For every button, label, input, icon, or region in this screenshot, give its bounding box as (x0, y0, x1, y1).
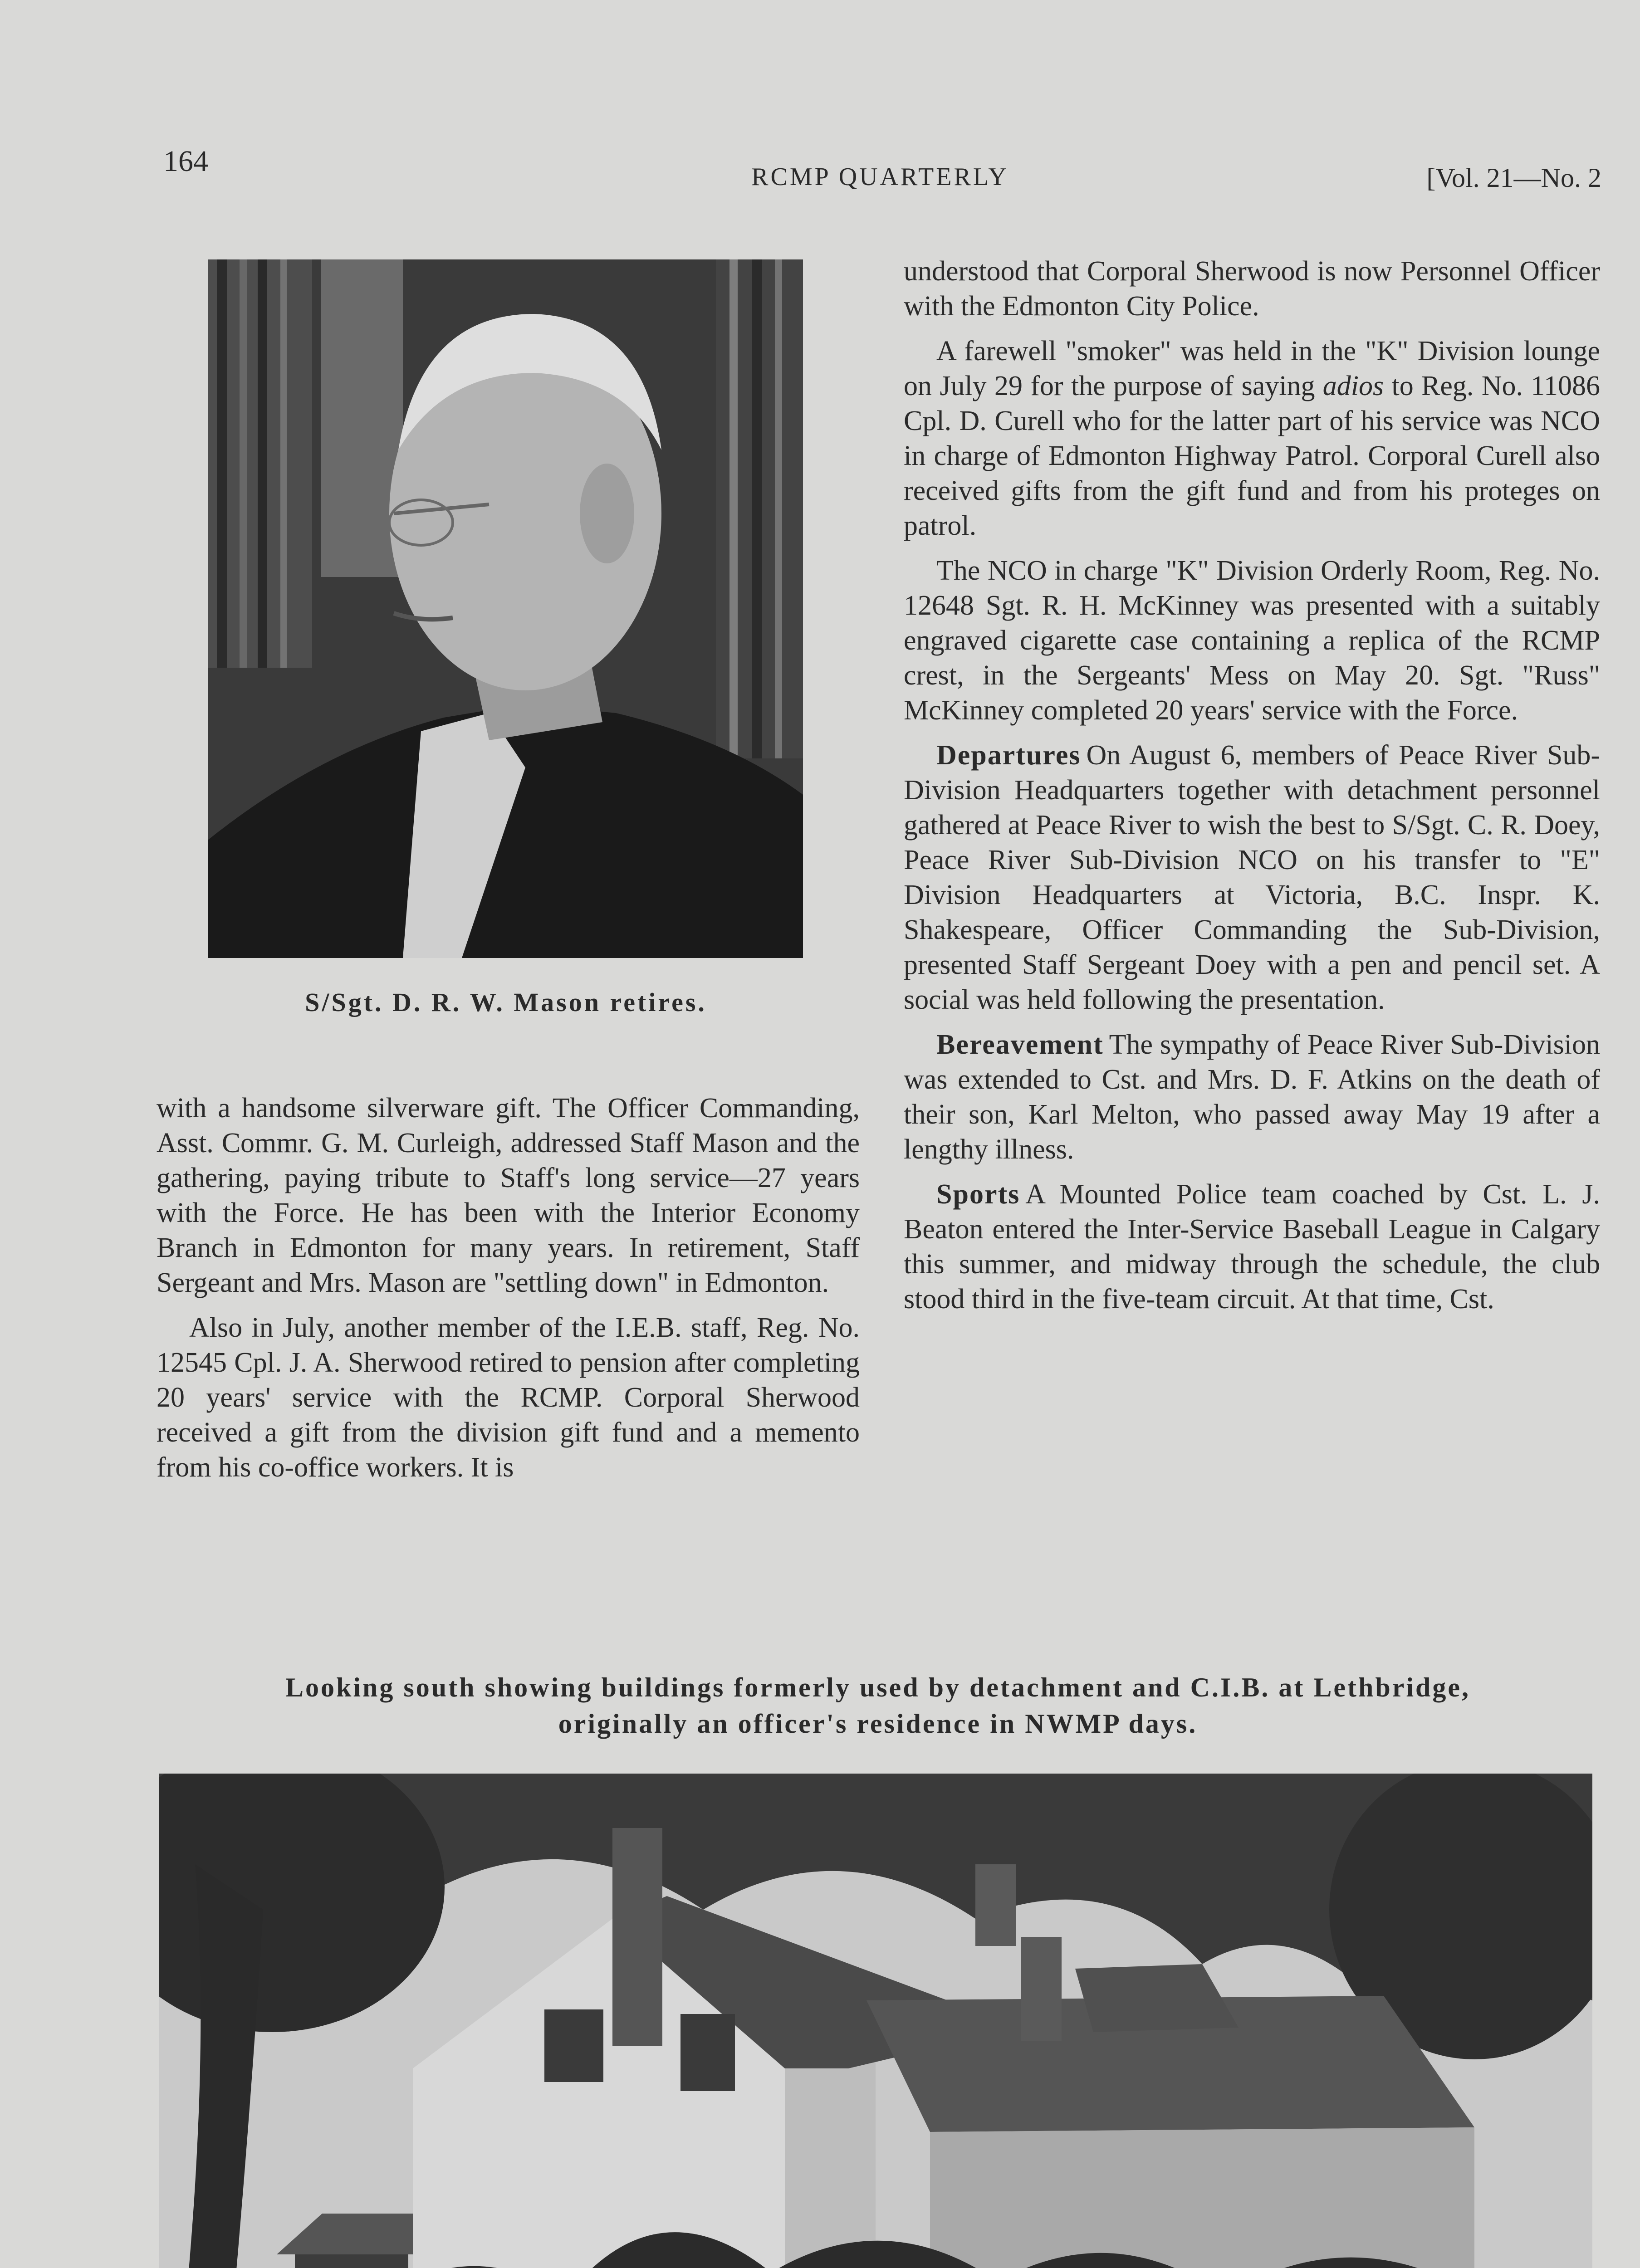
paragraph-text: The sympathy of Peace River Sub-Division was extended to Cst. and Mrs. D. F. Atkins on the death of their son, Karl Melton, who passed away May 19 after a lengthy illness. (904, 1029, 1600, 1165)
paragraph: The NCO in charge "K" Division Orderly Room, Reg. No. 12648 Sgt. R. H. McKinney was presented with a suitably engraved cigarette case containing a replica of the RCMP crest, in the Sergeants' Mess on May 20. Sgt. "Russ" McKinney completed 20 years' service with the Force. (904, 555, 1600, 726)
volume-issue: [Vol. 21—No. 2 (1426, 163, 1601, 193)
paragraph (904, 334, 1600, 543)
journal-title: RCMP QUARTERLY (751, 163, 1009, 191)
portrait-caption: S/Sgt. D. R. W. Mason retires. (305, 987, 707, 1017)
paragraph: Also in July, another member of the I.E.B. staff, Reg. No. 12545 Cpl. J. A. Sherwood retired to pension after completing 20 years' service with the RCMP. Corporal Sherwood received a gift from the division gift fund and a memento from his co-office workers. It is (157, 1312, 860, 1483)
house-photo-caption (157, 1669, 1599, 1742)
bereavement-heading: Bereavement (936, 1029, 1104, 1060)
paragraph-text: A Mounted Police team coached by Cst. L. J. Beaton entered the Inter-Service Baseball League in Calgary this summer, and midway through the schedule, the club stood third in the five-team circuit. At that time, Cst. (904, 1179, 1600, 1315)
paragraph-text: A farewell "smoker" was held in the "K" Division lounge on July 29 for the purpose of saying (904, 336, 1600, 401)
departures-heading: Departures (936, 740, 1081, 771)
paragraph: with a handsome silverware gift. The Officer Commanding, Asst. Commr. G. M. Curleigh, addressed Staff Mason and the gathering, paying tribute to Staff's long service—27 years with the Force. He has been with the Interior Economy Branch in Edmonton for many years. In retirement, Staff Sergeant and Mrs. Mason are "settling down" in Edmonton. (157, 1093, 860, 1298)
right-column (904, 254, 1600, 1327)
italic-word: adios (1322, 371, 1384, 401)
paragraph-text: On August 6, members of Peace River Sub-Division Headquarters together with detachment personnel gathered at Peace River to wish the best to S/Sgt. C. R. Doey, Peace River Sub-Division NCO on his transfer to "E" Division Headquarters at Victoria, B.C. Inspr. K. Shakespeare, Officer Commanding the Sub-Division, presented Staff Sergeant Doey with a pen and pencil set. A social was held following the presentation. (904, 740, 1600, 1015)
caption-line: originally an officer's residence in NWMP days. (558, 1709, 1198, 1739)
portrait-photo (208, 259, 803, 958)
bereavement-paragraph (904, 1027, 1600, 1167)
paragraph: understood that Corporal Sherwood is now Personnel Officer with the Edmonton City Police. (904, 256, 1600, 322)
departures-paragraph (904, 738, 1600, 1017)
caption-line: Looking south showing buildings formerly used by detachment and C.I.B. at Lethbridge, (285, 1672, 1471, 1702)
page-number: 164 (163, 145, 208, 178)
running-header (159, 144, 1601, 199)
house-photo (159, 1774, 1592, 2268)
sports-heading: Sports (936, 1179, 1020, 1210)
sports-paragraph (904, 1177, 1600, 1317)
paragraph-text: to Reg. No. 11086 Cpl. D. Curell who for the latter part of his service was NCO in charge of Edmonton Highway Patrol. Corporal Curell also received gifts from the gift fund and from his proteges on patrol. (904, 371, 1600, 541)
left-column (157, 1091, 860, 1495)
